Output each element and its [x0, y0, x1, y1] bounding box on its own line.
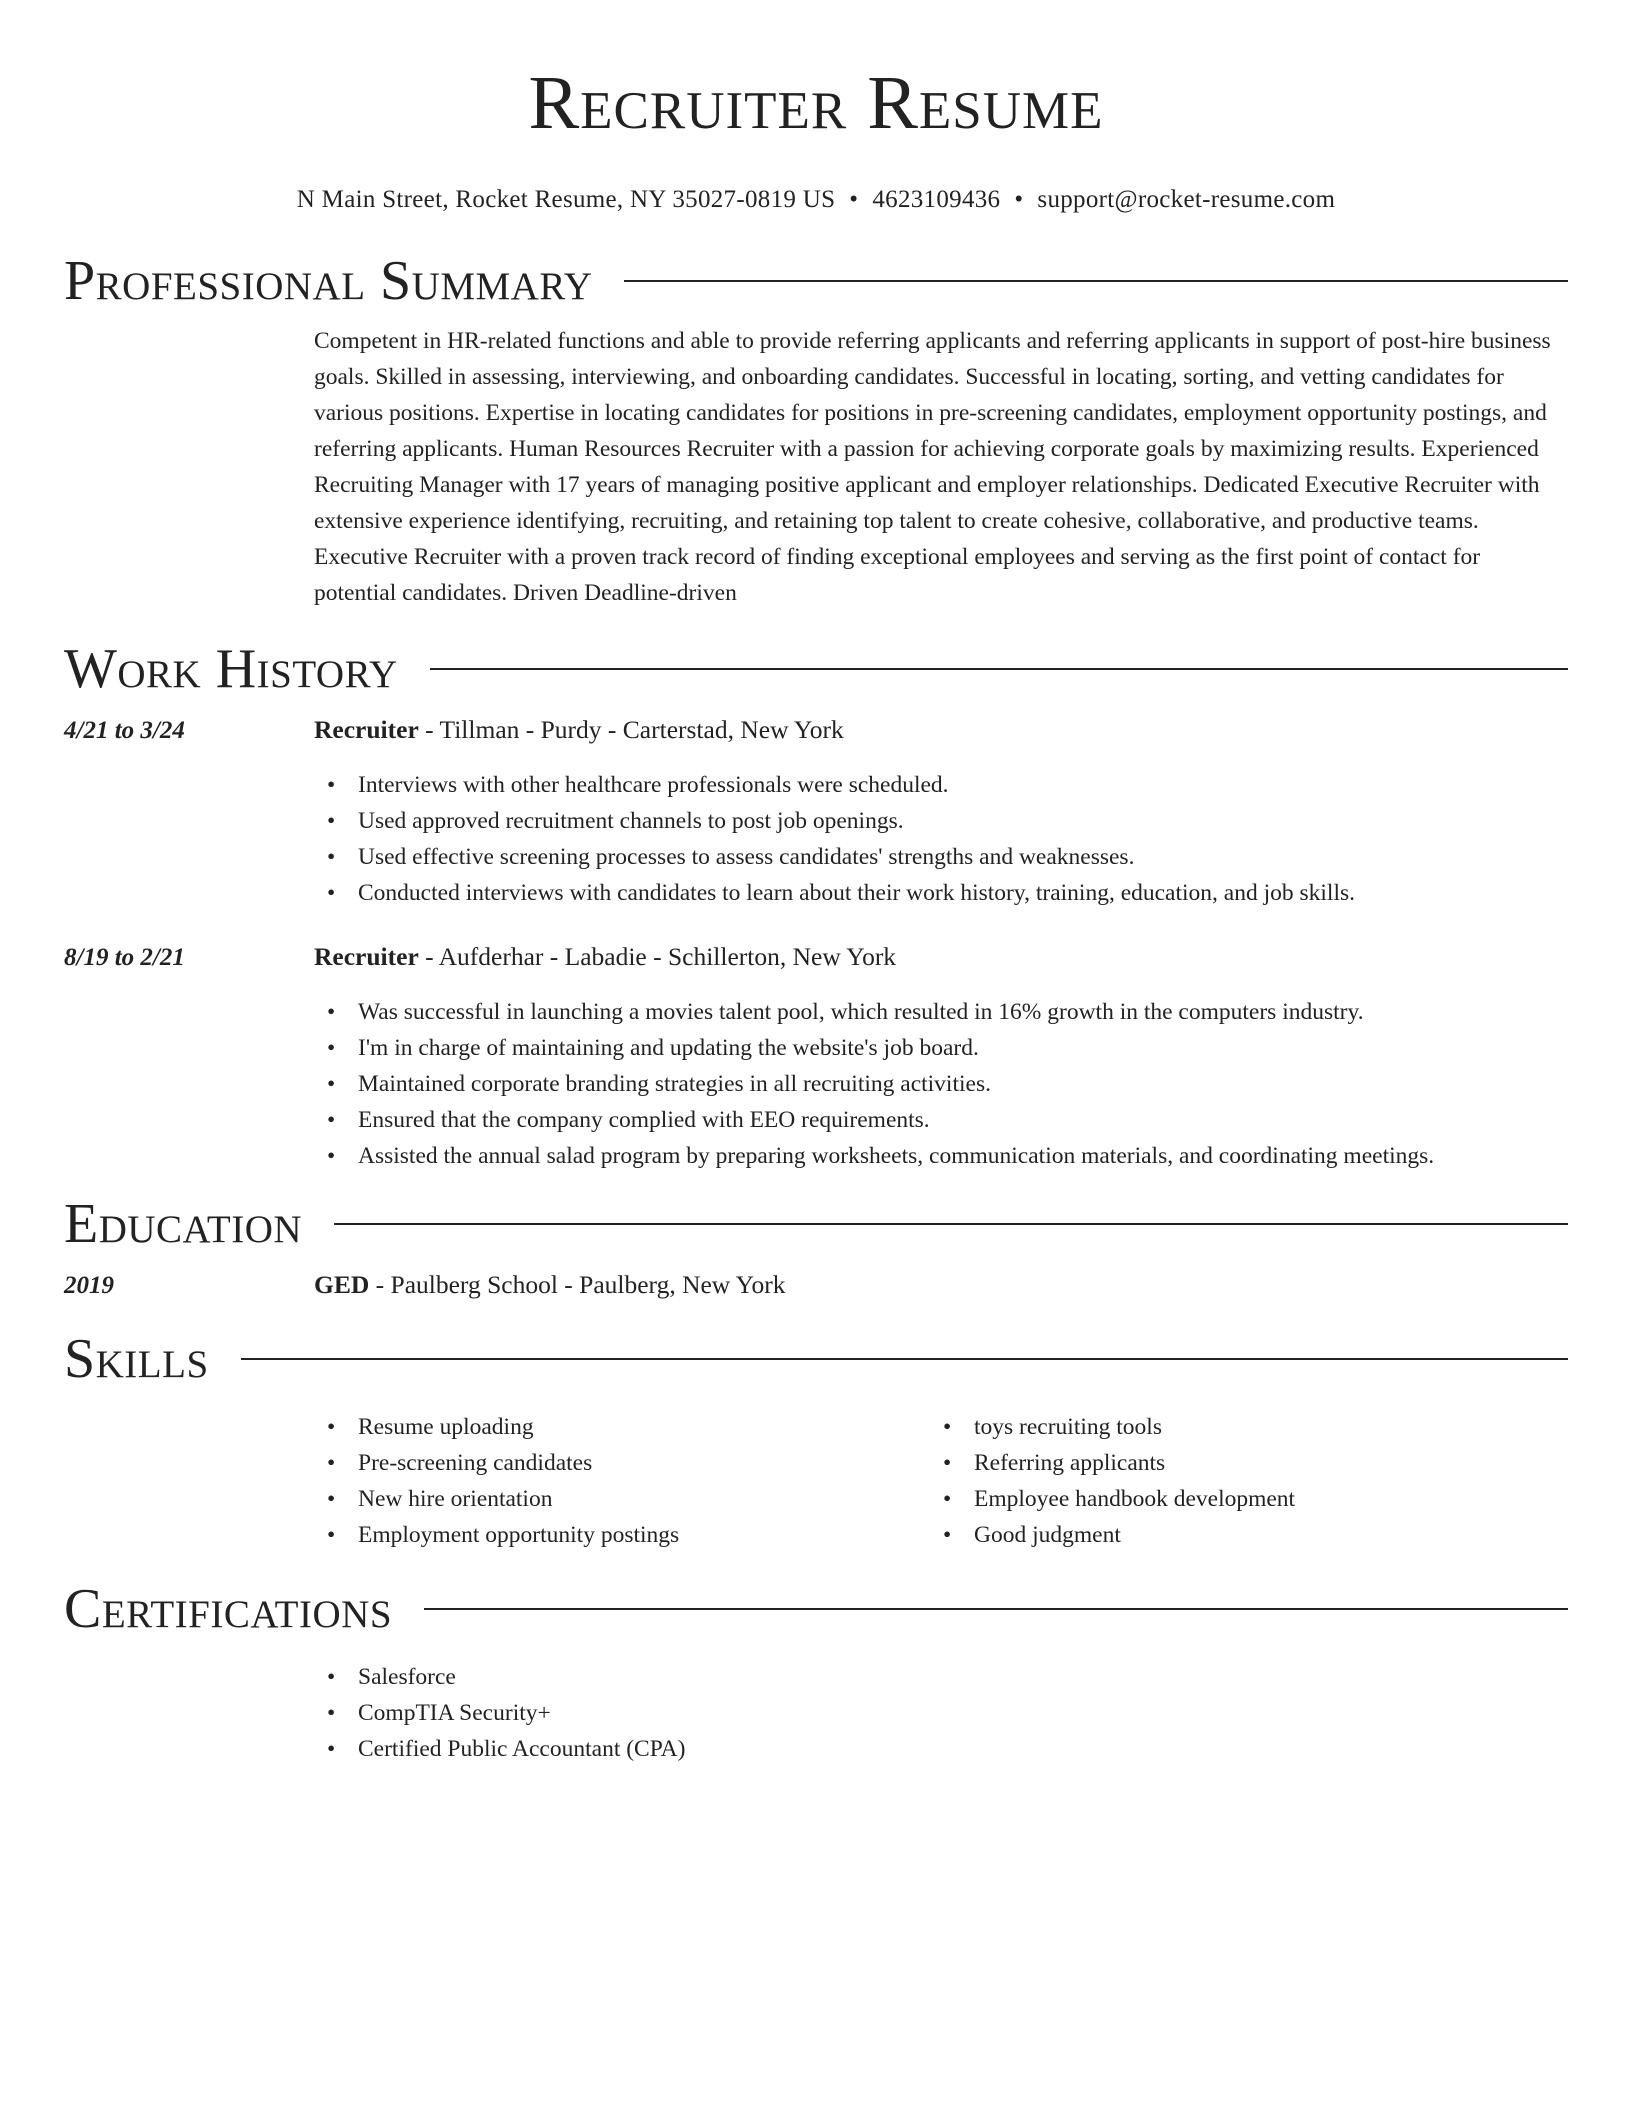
section-divider — [424, 1608, 1568, 1610]
job-header — [64, 940, 1568, 975]
education-heading: Education — [64, 1193, 303, 1255]
list-item: • Good judgment — [930, 1517, 1546, 1553]
job-entry — [64, 940, 1568, 1174]
contact-line — [64, 184, 1568, 216]
job-bullets — [64, 767, 1568, 911]
list-item: • Resume uploading — [314, 1409, 930, 1445]
education-entry — [64, 1268, 1568, 1303]
list-item: • Salesforce — [314, 1659, 1568, 1695]
list-item: • Was successful in launching a movies talent pool, which resulted in 16% growth in the computers industry. — [314, 994, 1568, 1030]
skills-heading: Skills — [64, 1328, 209, 1390]
contact-address: N Main Street, Rocket Resume, NY 35027-0819 US — [296, 186, 836, 213]
education-year: 2019 — [64, 1272, 114, 1299]
section-divider — [241, 1358, 1568, 1360]
summary-text: Competent in HR-related functions and able to provide referring applicants and referring applicants in support of post-hire business goals. Skilled in assessing, interviewing, and onboarding candidates. Successful in locating, sorting, and vetting candidates for various positions. Expertise in locating candidates for positions in pre-screening candidates, employment opportunity postings, and referring applicants. Human Resources Recruiter with a passion for achieving corporate goals by maximizing results. Experienced Recruiting Manager with 17 years of managing positive applicant and employer relationships. Dedicated Executive Recruiter with extensive experience identifying, recruiting, and retaining top talent to create cohesive, collaborative, and productive teams. Executive Recruiter with a proven track record of finding exceptional employees and serving as the first point of contact for potential candidates. Driven Deadline-driven — [314, 328, 1551, 606]
job-title: Recruiter — [314, 715, 419, 744]
list-item: • New hire orientation — [314, 1481, 930, 1517]
list-item: • Employee handbook development — [930, 1481, 1546, 1517]
education-school: - Paulberg School - Paulberg, New York — [369, 1270, 786, 1299]
job-title-line — [314, 940, 896, 974]
list-item: • CompTIA Security+ — [314, 1695, 1568, 1731]
skills-column-right — [930, 1409, 1546, 1553]
certifications-section-header — [64, 1573, 1568, 1645]
contact-separator: • — [849, 186, 859, 213]
job-bullets — [64, 994, 1568, 1174]
job-entry — [64, 713, 1568, 911]
section-divider — [624, 280, 1568, 282]
list-item: • Certified Public Accountant (CPA) — [314, 1731, 1568, 1767]
contact-phone: 4623109436 — [872, 186, 1001, 213]
skills-column-left — [314, 1409, 930, 1553]
certifications-heading: Certifications — [64, 1578, 393, 1640]
list-item: • Pre-screening candidates — [314, 1445, 930, 1481]
work-heading: Work History — [64, 638, 398, 700]
contact-email: support@rocket-resume.com — [1037, 186, 1336, 213]
job-dates: 8/19 to 2/21 — [64, 944, 185, 971]
list-item: • Maintained corporate branding strategies in all recruiting activities. — [314, 1066, 1568, 1102]
resume-title: Recruiter Resume — [528, 61, 1104, 145]
certifications-list — [64, 1659, 1568, 1767]
list-item: • Employment opportunity postings — [314, 1517, 930, 1553]
job-title: Recruiter — [314, 942, 419, 971]
list-item: • Assisted the annual salad program by preparing worksheets, communication materials, and coordinating meetings. — [314, 1138, 1568, 1174]
job-title-line — [314, 713, 844, 747]
contact-separator: • — [1014, 186, 1024, 213]
job-employer: - Tillman - Purdy - Carterstad, New York — [418, 715, 844, 744]
section-divider — [430, 668, 1568, 670]
skills-section-header — [64, 1323, 1568, 1395]
summary-section-header — [64, 245, 1568, 317]
list-item: • Interviews with other healthcare professionals were scheduled. — [314, 767, 1568, 803]
summary-heading: Professional Summary — [64, 250, 593, 312]
list-item: • Conducted interviews with candidates to learn about their work history, training, education, and job skills. — [314, 875, 1568, 911]
skills-list — [64, 1409, 1568, 1553]
list-item: • toys recruiting tools — [930, 1409, 1546, 1445]
list-item: • Referring applicants — [930, 1445, 1546, 1481]
list-item: • Used approved recruitment channels to post job openings. — [314, 803, 1568, 839]
education-line — [314, 1268, 786, 1302]
education-section-header — [64, 1188, 1568, 1260]
education-degree: GED — [314, 1270, 370, 1299]
list-item: • Ensured that the company complied with EEO requirements. — [314, 1102, 1568, 1138]
section-divider — [334, 1223, 1568, 1225]
job-dates: 4/21 to 3/24 — [64, 717, 185, 744]
work-section-header — [64, 633, 1568, 705]
job-employer: - Aufderhar - Labadie - Schillerton, New York — [418, 942, 897, 971]
list-item: • Used effective screening processes to assess candidates' strengths and weaknesses. — [314, 839, 1568, 875]
list-item: • I'm in charge of maintaining and updating the website's job board. — [314, 1030, 1568, 1066]
job-header — [64, 713, 1568, 748]
